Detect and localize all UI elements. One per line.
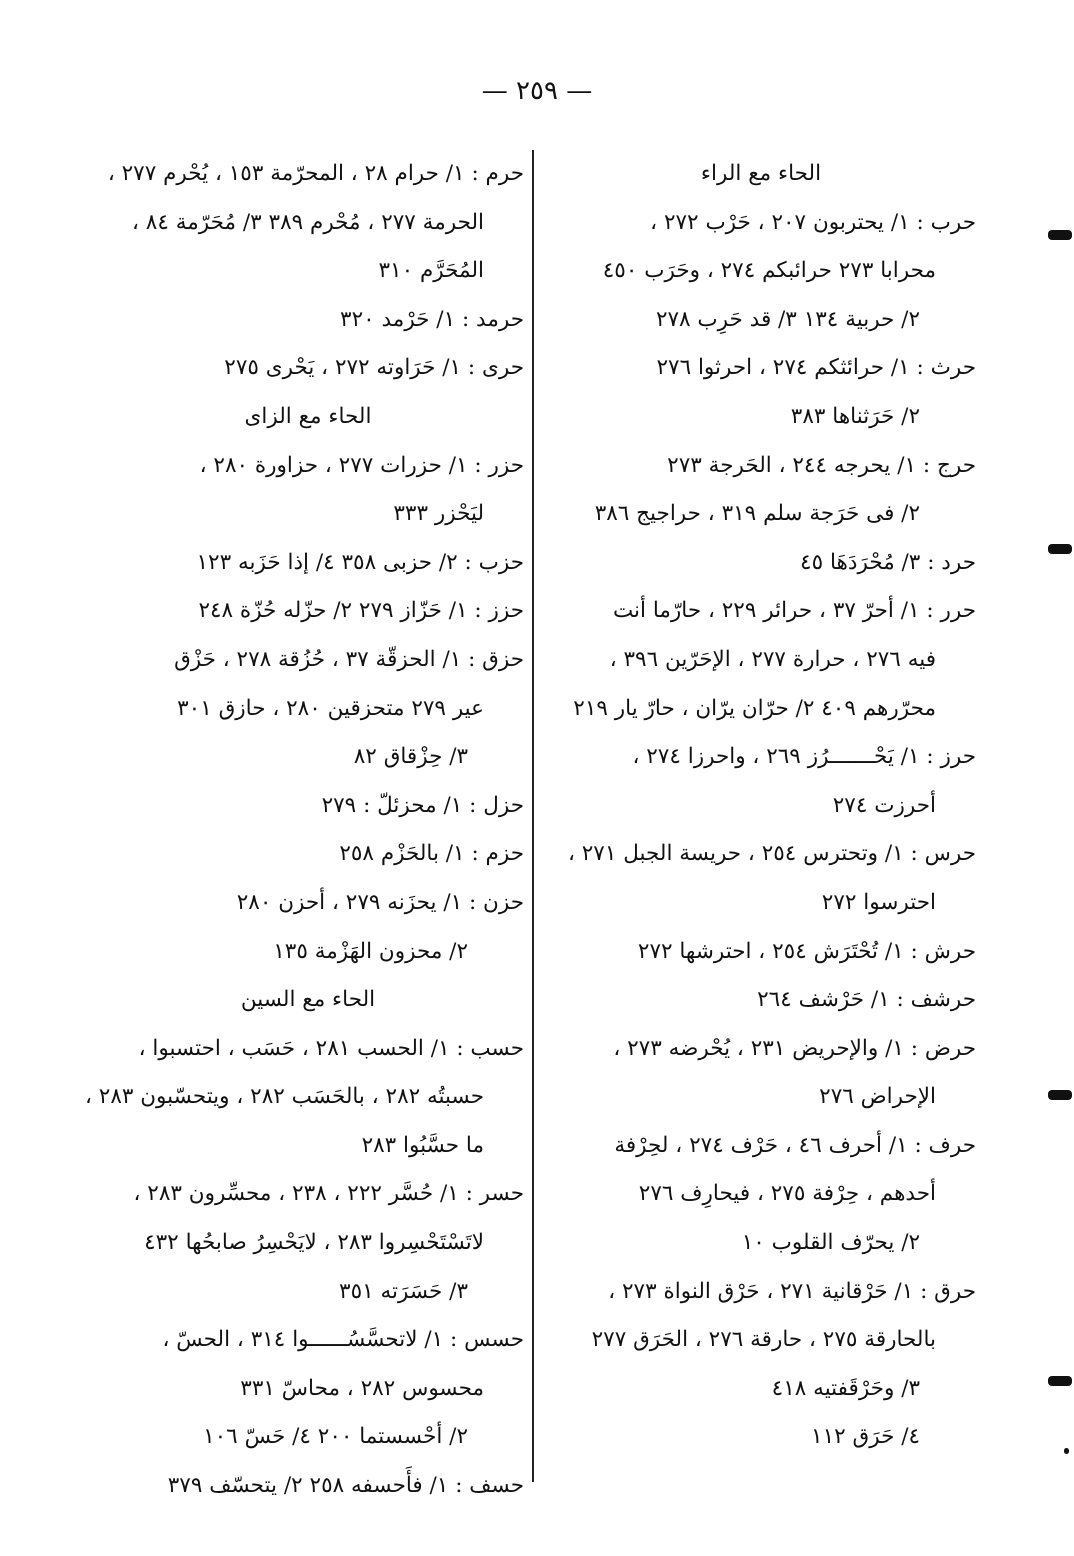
index-line: ٢/ حَرَثناها ٣٨٣ [790, 403, 920, 429]
index-line: حرج : ١/ يحرجه ٢٤٤ ، الحَرجة ٢٧٣ [667, 452, 976, 478]
index-line: أحرزت ٢٧٤ [832, 792, 936, 818]
index-line: حرف : ١/ أحرف ٤٦ ، حَرْف ٢٧٤ ، لحِرْفة [614, 1132, 976, 1158]
index-line: لاتَسْتَحْسِروا ٢٨٣ ، لايَحْسِرُ صابحُها ٤٣٢ [144, 1230, 484, 1256]
index-line: ٣/ حَسَرَته ٣٥١ [339, 1278, 468, 1304]
binding-mark [1048, 1376, 1072, 1386]
index-line: ٣/ حِزْقاق ٨٢ [353, 744, 468, 770]
index-line: محرابا ٢٧٣ حرائبكم ٢٧٤ ، وحَرَب ٤٥٠ [602, 258, 936, 284]
index-line: الإحراض ٢٧٦ [819, 1084, 936, 1110]
index-line: حرض : ١/ والإحريض ٢٣١ ، يُحْرضه ٢٧٣ ، [613, 1035, 976, 1061]
index-line: ٢/ أحْسستما ٢٠٠ ٤/ حَسّ ١٠٦ [203, 1424, 468, 1450]
index-line: حزم : ١/ بالحَزْم ٢٥٨ [339, 841, 524, 867]
page-number: — ٢٥٩ — [481, 76, 593, 106]
index-line: ٤/ حَرَق ١١٢ [811, 1424, 920, 1450]
right-column [546, 150, 976, 1462]
index-line: ليَحْزر ٣٣٣ [393, 501, 484, 527]
index-line: ٢/ يحرّف القلوب ١٠ [741, 1230, 920, 1256]
index-line: حزر : ١/ حزرات ٢٧٧ ، حزاورة ٢٨٠ ، [199, 452, 524, 478]
index-line: حرث : ١/ حرائثكم ٢٧٤ ، احرثوا ٢٧٦ [656, 355, 976, 381]
index-line: ٢/ محزون الهَزْمة ١٣٥ [273, 938, 468, 964]
index-line: حزب : ٢/ حزبى ٣٥٨ ٤/ إذا حَزَبه ١٢٣ [196, 549, 524, 575]
index-line: حرد : ٣/ مُحْرَدَهَا ٤٥ [800, 549, 976, 575]
index-line: حسف : ١/ فأَحسفه ٢٥٨ ٢/ يتحسّف ٣٧٩ [167, 1473, 524, 1499]
index-line: الحرمة ٢٧٧ ، مُحْرم ٣٨٩ ٣/ مُحَرّمة ٨٤ ، [132, 209, 484, 235]
index-line: حرق : ١/ حَرْقانية ٢٧١ ، حَرْق النواة ٢٧٣ ، [608, 1278, 976, 1304]
index-line: حسب : ١/ الحسب ٢٨١ ، حَسَب ، احتسبوا ، [138, 1035, 524, 1061]
index-line: حرس : ١/ وتحترس ٢٥٤ ، حريسة الجبل ٢٧١ ، [567, 841, 976, 867]
index-line: ٣/ وحَرْقَفتيه ٤١٨ [771, 1375, 920, 1401]
index-line: أحدهم ، حِرْفة ٢٧٥ ، فيحارِف ٢٧٦ [638, 1181, 936, 1207]
index-line: احترسوا ٢٧٢ [821, 889, 936, 915]
section-heading: الحاء مع الراء [700, 161, 822, 186]
index-line: حرى : ١/ حَرَاوته ٢٧٢ ، يَحْرى ٢٧٥ [224, 355, 524, 381]
index-line: حرش : ١/ تُحْتَرَش ٢٥٤ ، احترشها ٢٧٢ [637, 938, 976, 964]
binding-mark [1048, 544, 1072, 554]
index-line: المُحَرَّم ٣١٠ [378, 258, 484, 284]
index-line: حزز : ١/ حَزّاز ٢٧٩ ٢/ حزّله حُزّة ٢٤٨ [198, 598, 524, 624]
index-line: حزن : ١/ يحزَنه ٢٧٩ ، أحزن ٢٨٠ [236, 889, 524, 915]
index-line: حرمد : ١/ حَرْمد ٣٢٠ [340, 306, 524, 332]
index-line: حرب : ١/ يحتربون ٢٠٧ ، حَرْب ٢٧٢ ، [650, 209, 976, 235]
index-line: بالحارقة ٢٧٥ ، حارقة ٢٧٦ ، الحَرَق ٢٧٧ [591, 1327, 936, 1353]
index-line: عير ٢٧٩ متحزقين ٢٨٠ ، حازق ٣٠١ [177, 695, 484, 721]
index-line: محرّرهم ٤٠٩ ٢/ حرّان يرّان ، حارّ يار ٢١٩ [573, 695, 936, 721]
binding-mark [1048, 230, 1072, 240]
section-heading: الحاء مع الزاى [244, 403, 372, 429]
binding-dot [1064, 1448, 1069, 1454]
binding-mark [1048, 1090, 1072, 1100]
section-heading: الحاء مع السين [240, 987, 376, 1013]
index-line: محسوس ٢٨٢ ، محاسّ ٣٣١ [240, 1375, 484, 1401]
index-line: حسر : ١/ حُسَّر ٢٢٢ ، ٢٣٨ ، محسِّرون ٢٨٣ ، [133, 1181, 524, 1207]
index-line: حرم : ١/ حرام ٢٨ ، المحرّمة ١٥٣ ، يُحْرم ٢٧٧ ، [107, 161, 524, 186]
index-line: فيه ٢٧٦ ، حرارة ٢٧٧ ، الإحَرّين ٣٩٦ ، [609, 646, 936, 672]
column-divider [532, 150, 534, 1482]
index-line: حسس : ١/ لاتحسَّسُــــــوا ٣١٤ ، الحسّ ، [162, 1327, 524, 1353]
index-line: ما حسَّبُوا ٢٨٣ [361, 1132, 484, 1158]
index-line: حرز : ١/ يَحْـــــــرُز ٢٦٩ ، واحرزا ٢٧٤ ، [632, 744, 976, 770]
index-line: حرشف : ١/ حَرْشف ٢٦٤ [757, 987, 976, 1013]
index-line: حرر : ١/ أحرّ ٣٧ ، حرائر ٢٢٩ ، حارّما أنت [612, 598, 976, 624]
index-line: حسبتُه ٢٨٢ ، بالحَسَب ٢٨٢ ، ويتحسّبون ٢٨٣ ، [84, 1084, 484, 1110]
index-line: حزل : ١/ محزئلّ : ٢٧٩ [321, 792, 524, 818]
index-line: ٢/ فى حَرَجة سلم ٣١٩ ، حراجيج ٣٨٦ [594, 501, 920, 527]
left-column [84, 150, 524, 1511]
index-line: حزق : ١/ الحزقّة ٣٧ ، حُزُقة ٢٧٨ ، حَزْق [174, 646, 524, 672]
index-line: ٢/ حربية ١٣٤ ٣/ قد حَرِب ٢٧٨ [655, 306, 920, 332]
